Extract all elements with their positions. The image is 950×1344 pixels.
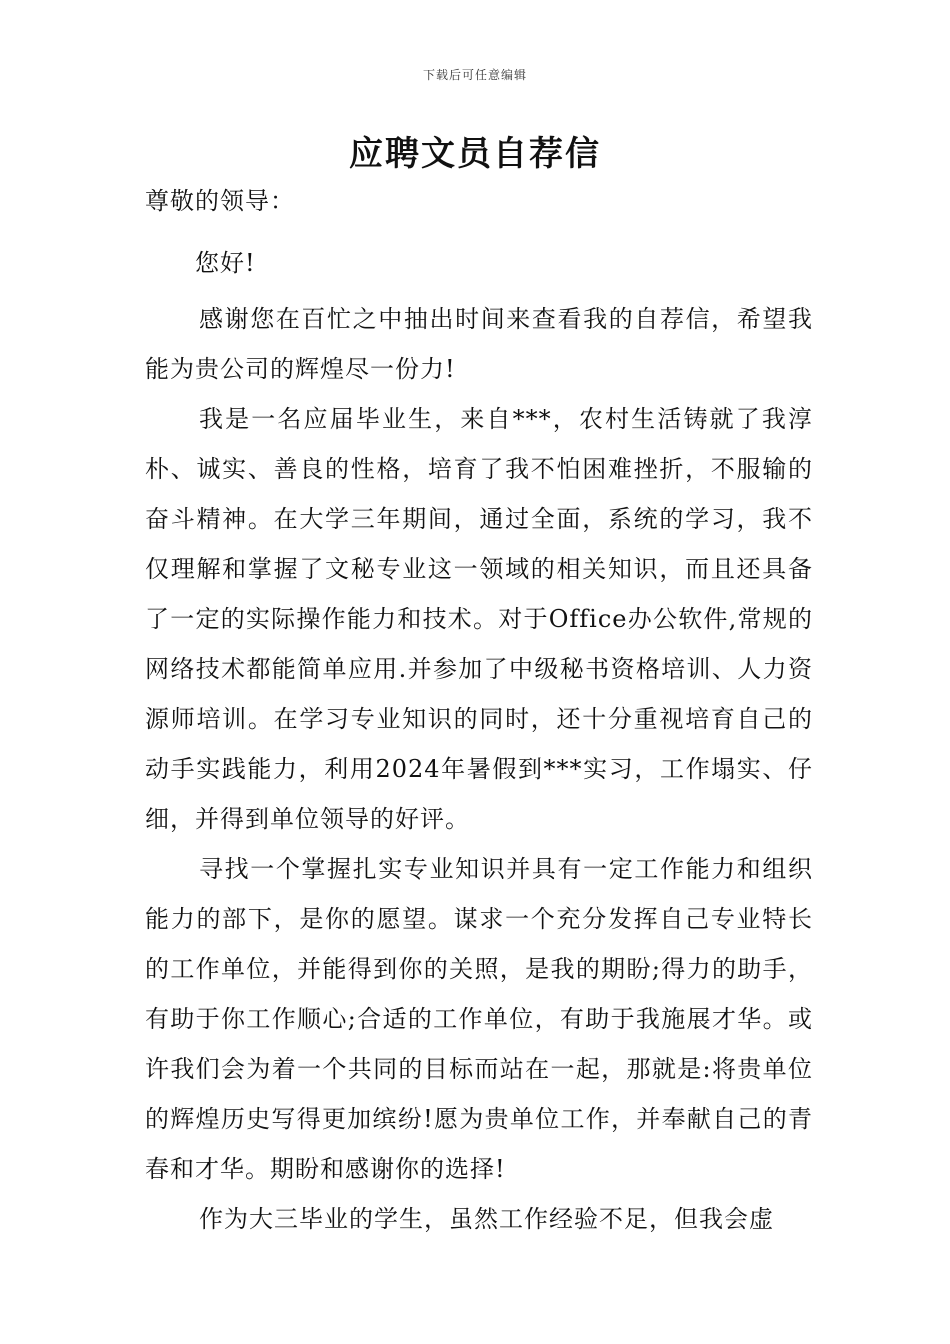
letter-body [145, 176, 813, 1244]
paragraph-thanks: 感谢您在百忙之中抽出时间来查看我的自荐信，希望我能为贵公司的辉煌尽一份力! [145, 305, 813, 383]
header-note: 下载后可任意编辑 [422, 68, 527, 82]
salutation: 尊敬的领导： [145, 187, 295, 215]
document-title: 应聘文员自荐信 [349, 134, 601, 174]
paragraph-aspiration: 寻找一个掌握扎实专业知识并具有一定工作能力和组织能力的部下，是你的愿望。谋求一个充分发挥自己专业特长的工作单位，并能得到你的关照，是我的期盼;得力的助手，有助于你工作顺心;合适的工作单位，有助于我施展才华。或许我们会为着一个共同的目标而站在一起，那就是:将贵单位的辉煌历史写得更加缤纷!愿为贵单位工作，并奉献自己的青春和才华。期盼和感谢你的选择! [145, 855, 813, 1183]
paragraph-background: 我是一名应届毕业生，来自***，农村生活铸就了我淳朴、诚实、善良的性格，培育了我不怕困难挫折，不服输的奋斗精神。在大学三年期间，通过全面，系统的学习，我不仅理解和掌握了文秘专业这一领域的相关知识，而且还具备了一定的实际操作能力和技术。对于Office办公软件,常规的网络技术都能简单应用.并参加了中级秘书资格培训、人力资源师培训。在学习专业知识的同时，还十分重视培育自己的动手实践能力，利用2024年暑假到***实习，工作塌实、仔细，并得到单位领导的好评。 [145, 405, 813, 833]
paragraph-experience: 作为大三毕业的学生，虽然工作经验不足，但我会虚 [199, 1205, 774, 1233]
greeting: 您好! [195, 249, 256, 277]
